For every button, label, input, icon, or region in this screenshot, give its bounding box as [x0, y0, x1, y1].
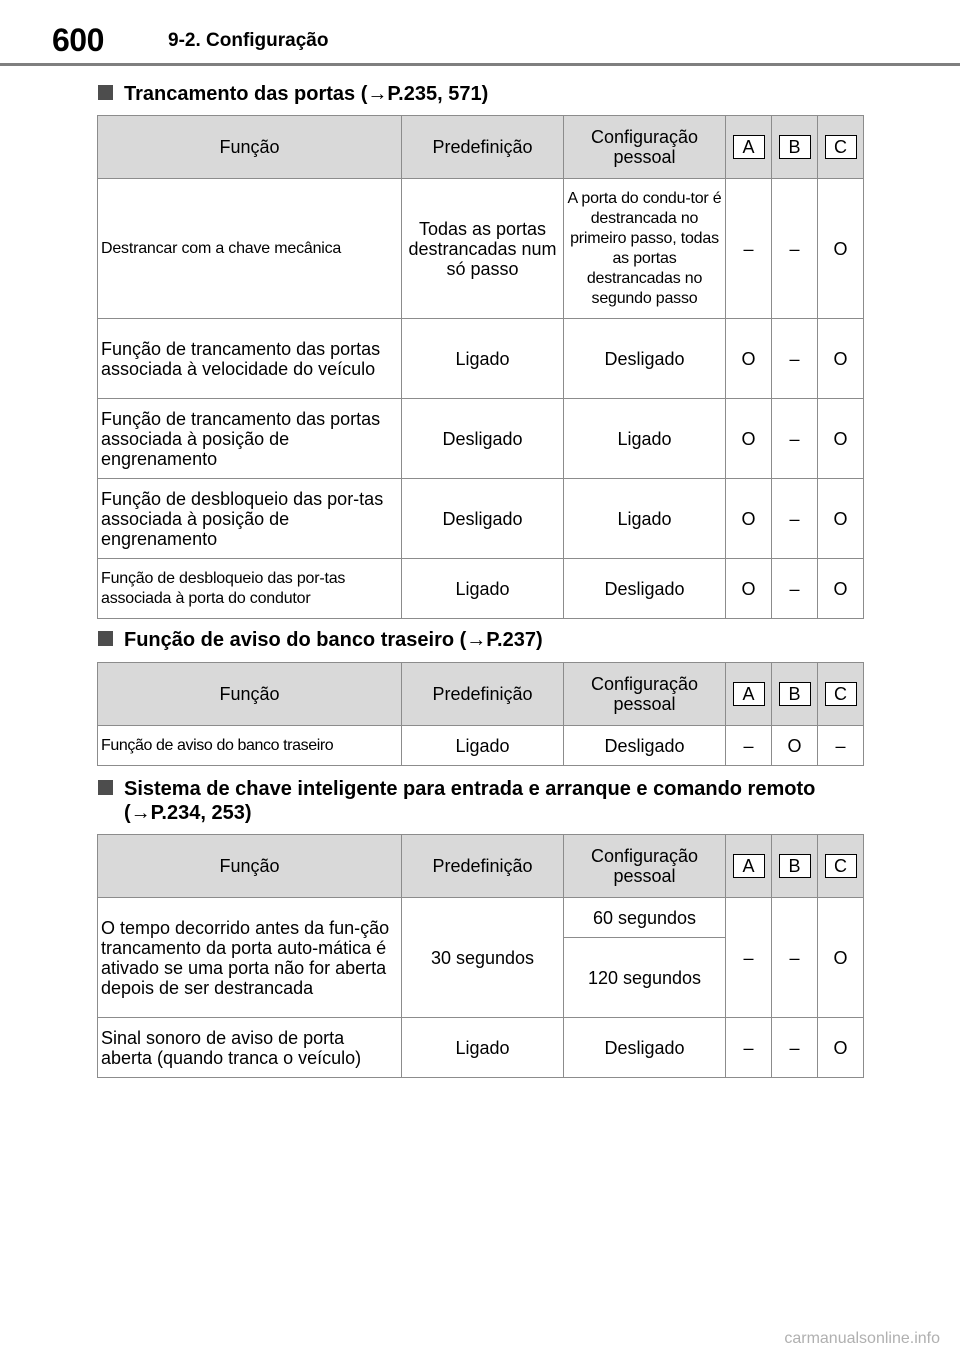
col-header-c [818, 663, 864, 726]
col-header-b [772, 835, 818, 898]
cell-default: Ligado [402, 319, 564, 399]
col-header-c [818, 116, 864, 179]
cell-b: – [772, 559, 818, 619]
cell-custom: 120 segundos [564, 938, 726, 1018]
square-bullet-icon [98, 85, 113, 100]
table-door-locking [97, 115, 864, 619]
cell-custom: Desligado [564, 559, 726, 619]
method-b-icon: B [779, 854, 811, 878]
cell-default: Ligado [402, 559, 564, 619]
cell-function: Função de desbloqueio das por-tas associada à porta do condutor [98, 559, 402, 619]
cell-a: O [726, 399, 772, 479]
method-c-icon: C [825, 854, 857, 878]
table-row [98, 726, 864, 766]
cell-c: O [818, 399, 864, 479]
col-header-default: Predefinição [402, 835, 564, 898]
table-row [98, 179, 864, 319]
col-header-function: Função [98, 663, 402, 726]
cell-c: O [818, 179, 864, 319]
cell-function: O tempo decorrido antes da fun-ção trancamento da porta auto-mática é ativado se uma porta não for aberta depois de ser destrancada [98, 898, 402, 1018]
table-header-row [98, 663, 864, 726]
square-bullet-icon [98, 631, 113, 646]
cell-a: O [726, 319, 772, 399]
col-header-default: Predefinição [402, 116, 564, 179]
col-header-function: Função [98, 835, 402, 898]
cell-function: Função de aviso do banco traseiro [98, 726, 402, 766]
cell-function: Função de trancamento das portas associada à posição de engrenamento [98, 399, 402, 479]
section-title-door-locking: Trancamento das portas (→P.235, 571) [100, 82, 488, 106]
cell-b: – [772, 399, 818, 479]
cell-a: – [726, 1018, 772, 1078]
cell-custom: Desligado [564, 1018, 726, 1078]
method-b-icon: B [779, 682, 811, 706]
cell-default: Ligado [402, 726, 564, 766]
chapter-title: 9-2. Configuração [168, 30, 329, 51]
method-a-icon: A [733, 854, 765, 878]
col-header-a [726, 663, 772, 726]
cell-default: Desligado [402, 479, 564, 559]
col-header-custom: Configuração pessoal [564, 663, 726, 726]
cell-custom: A porta do condu-tor é destrancada no primeiro passo, todas as portas destrancadas no segundo passo [564, 179, 726, 319]
page-number: 600 [52, 22, 104, 58]
cell-b: – [772, 179, 818, 319]
cell-c: O [818, 1018, 864, 1078]
cell-function: Sinal sonoro de aviso de porta aberta (quando tranca o veículo) [98, 1018, 402, 1078]
cell-c: – [818, 726, 864, 766]
method-c-icon: C [825, 135, 857, 159]
col-header-b [772, 663, 818, 726]
cell-function: Destrancar com a chave mecânica [98, 179, 402, 319]
table-smart-key [97, 834, 864, 1078]
cell-function: Função de desbloqueio das por-tas associada à posição de engrenamento [98, 479, 402, 559]
cell-default: 30 segundos [402, 898, 564, 1018]
cell-default: Desligado [402, 399, 564, 479]
col-header-custom: Configuração pessoal [564, 116, 726, 179]
cell-c: O [818, 319, 864, 399]
table-row [98, 1018, 864, 1078]
square-bullet-icon [98, 780, 113, 795]
table-row [98, 399, 864, 479]
cell-default: Todas as portas destrancadas num só passo [402, 179, 564, 319]
section-title-smart-key: Sistema de chave inteligente para entrada e arranque e comando remoto (→P.234, 253) [100, 777, 854, 825]
cell-b: – [772, 319, 818, 399]
col-header-b [772, 116, 818, 179]
cell-c: O [818, 479, 864, 559]
page-header [0, 0, 960, 66]
header-divider [0, 63, 960, 66]
table-header-row [98, 116, 864, 179]
table-row [98, 559, 864, 619]
cell-a: – [726, 726, 772, 766]
cell-b: – [772, 479, 818, 559]
table-header-row [98, 835, 864, 898]
table-row [98, 479, 864, 559]
cell-a: O [726, 479, 772, 559]
col-header-custom: Configuração pessoal [564, 835, 726, 898]
cell-a: – [726, 898, 772, 1018]
cell-custom: Desligado [564, 726, 726, 766]
col-header-a [726, 835, 772, 898]
table-row [98, 898, 864, 938]
cell-a: O [726, 559, 772, 619]
table-rear-seat-reminder [97, 662, 864, 766]
col-header-function: Função [98, 116, 402, 179]
method-a-icon: A [733, 682, 765, 706]
cell-default: Ligado [402, 1018, 564, 1078]
cell-custom: Desligado [564, 319, 726, 399]
cell-b: O [772, 726, 818, 766]
cell-b: – [772, 1018, 818, 1078]
col-header-a [726, 116, 772, 179]
table-row [98, 319, 864, 399]
method-c-icon: C [825, 682, 857, 706]
col-header-c [818, 835, 864, 898]
col-header-default: Predefinição [402, 663, 564, 726]
watermark: carmanualsonline.info [784, 1330, 940, 1347]
cell-b: – [772, 898, 818, 1018]
section-title-rear-seat-reminder: Função de aviso do banco traseiro (→P.237) [100, 628, 543, 652]
method-b-icon: B [779, 135, 811, 159]
method-a-icon: A [733, 135, 765, 159]
cell-c: O [818, 898, 864, 1018]
cell-a: – [726, 179, 772, 319]
cell-function: Função de trancamento das portas associada à velocidade do veículo [98, 319, 402, 399]
cell-custom: Ligado [564, 399, 726, 479]
cell-custom: Ligado [564, 479, 726, 559]
cell-custom: 60 segundos [564, 898, 726, 938]
cell-c: O [818, 559, 864, 619]
